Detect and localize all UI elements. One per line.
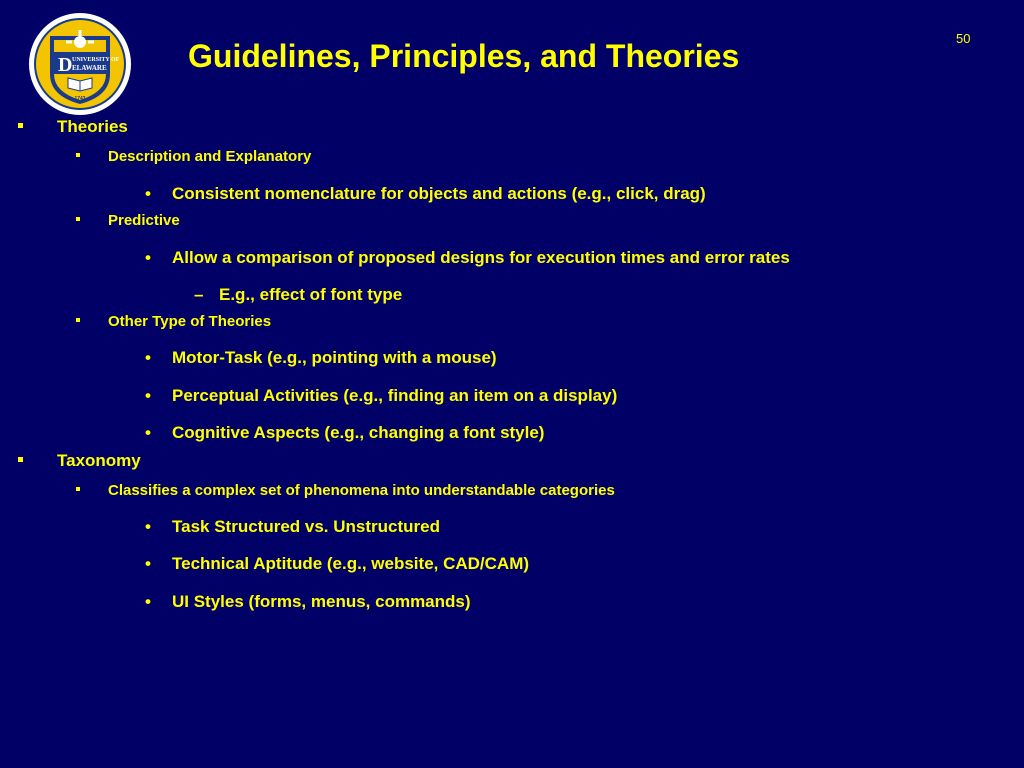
bullet-marker-l2 xyxy=(76,318,80,322)
logo-text-line1: UNIVERSITY OF xyxy=(72,57,120,63)
bullet-l2: Other Type of Theories xyxy=(108,313,272,330)
bullet-l3: Consistent nomenclature for objects and actions (e.g., click, drag) xyxy=(172,184,706,203)
bullet-l3: Allow a comparison of proposed designs for execution times and error rates xyxy=(172,248,790,267)
bullet-marker-l3: • xyxy=(145,517,151,536)
bullet-marker-l2 xyxy=(76,487,80,491)
bullet-marker-l3: • xyxy=(145,248,151,267)
bullet-l4: E.g., effect of font type xyxy=(219,285,403,304)
university-logo xyxy=(28,12,132,116)
bullet-l3: UI Styles (forms, menus, commands) xyxy=(172,592,471,611)
bullet-marker-l1 xyxy=(18,457,23,462)
bullet-marker-l3: • xyxy=(145,592,151,611)
bullet-l3: Cognitive Aspects (e.g., changing a font style) xyxy=(172,423,545,442)
slide-number: 50 xyxy=(956,31,971,46)
bullet-l2: Description and Explanatory xyxy=(108,148,312,165)
bullet-l3: Motor-Task (e.g., pointing with a mouse) xyxy=(172,348,497,367)
bullet-marker-l3: • xyxy=(145,184,151,203)
bullet-marker-l3: • xyxy=(145,554,151,573)
bullet-marker-l2 xyxy=(76,217,80,221)
logo-text-line2: ELAWARE xyxy=(72,64,107,72)
bullet-marker-l4: – xyxy=(194,285,204,304)
bullet-marker-l3: • xyxy=(145,348,151,367)
bullet-marker-l3: • xyxy=(145,423,151,442)
bullet-marker-l1 xyxy=(18,123,23,128)
bullet-l3: Task Structured vs. Unstructured xyxy=(172,517,440,536)
bullet-l1: Taxonomy xyxy=(57,451,141,470)
logo-year: 1743 xyxy=(74,96,86,102)
bullet-l2: Predictive xyxy=(108,212,180,229)
bullet-marker-l2 xyxy=(76,153,80,157)
logo-letter: D xyxy=(58,54,73,76)
bullet-l3: Technical Aptitude (e.g., website, CAD/CAM) xyxy=(172,554,530,573)
slide-title: Guidelines, Principles, and Theories xyxy=(188,38,740,74)
bullet-l1: Theories xyxy=(57,117,128,136)
bullet-l2: Classifies a complex set of phenomena into understandable categories xyxy=(108,482,615,499)
bullet-l3: Perceptual Activities (e.g., finding an item on a display) xyxy=(172,386,618,405)
bullet-marker-l3: • xyxy=(145,386,151,405)
